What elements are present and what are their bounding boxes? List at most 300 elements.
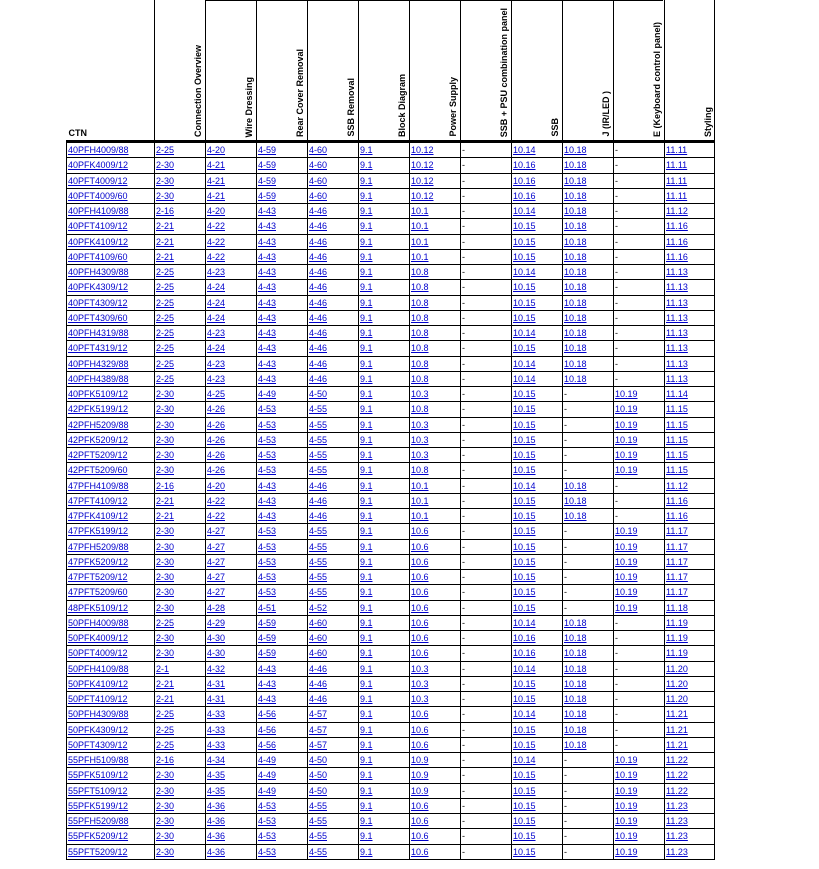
page-ref-link[interactable]: 10.18 bbox=[564, 648, 587, 659]
page-ref-link[interactable]: 2-30 bbox=[156, 389, 175, 400]
page-ref-link[interactable]: 10.18 bbox=[564, 739, 587, 750]
page-ref-link[interactable]: 4-27 bbox=[207, 587, 226, 598]
page-ref-link[interactable]: 10.8 bbox=[411, 358, 429, 369]
page-ref-link[interactable]: 4-46 bbox=[309, 495, 328, 506]
page-ref-link[interactable]: 4-43 bbox=[258, 358, 277, 369]
page-ref-link[interactable]: 10.18 bbox=[564, 206, 587, 217]
page-ref-link[interactable]: 11.21 bbox=[666, 709, 688, 720]
page-ref-link[interactable]: 10.19 bbox=[615, 465, 638, 476]
page-ref-link[interactable]: 4-46 bbox=[309, 694, 328, 705]
ctn-link[interactable]: 40PFH4389/88 bbox=[68, 373, 129, 384]
page-ref-link[interactable]: 9.1 bbox=[360, 846, 373, 857]
page-ref-link[interactable]: 4-55 bbox=[309, 526, 328, 537]
page-ref-link[interactable]: 10.15 bbox=[513, 572, 536, 583]
page-ref-link[interactable]: 10.14 bbox=[513, 480, 536, 491]
page-ref-link[interactable]: 11.16 bbox=[666, 251, 688, 262]
page-ref-link[interactable]: 4-27 bbox=[207, 526, 226, 537]
page-ref-link[interactable]: 9.1 bbox=[360, 450, 373, 461]
page-ref-link[interactable]: 2-16 bbox=[156, 755, 175, 766]
page-ref-link[interactable]: 4-33 bbox=[207, 709, 226, 720]
page-ref-link[interactable]: 10.8 bbox=[411, 297, 429, 308]
page-ref-link[interactable]: 11.12 bbox=[666, 206, 688, 217]
page-ref-link[interactable]: 4-49 bbox=[258, 770, 277, 781]
page-ref-link[interactable]: 11.22 bbox=[666, 785, 688, 796]
page-ref-link[interactable]: 9.1 bbox=[360, 709, 373, 720]
page-ref-link[interactable]: 11.20 bbox=[666, 663, 688, 674]
ctn-link[interactable]: 55PFH5109/88 bbox=[68, 755, 129, 766]
page-ref-link[interactable]: 10.6 bbox=[411, 709, 429, 720]
page-ref-link[interactable]: 4-46 bbox=[309, 480, 328, 491]
page-ref-link[interactable]: 10.18 bbox=[564, 663, 587, 674]
page-ref-link[interactable]: 4-30 bbox=[207, 648, 226, 659]
page-ref-link[interactable]: 11.17 bbox=[666, 526, 688, 537]
ctn-link[interactable]: 47PFH5209/88 bbox=[68, 541, 129, 552]
page-ref-link[interactable]: 11.22 bbox=[666, 755, 688, 766]
page-ref-link[interactable]: 10.15 bbox=[513, 831, 536, 842]
page-ref-link[interactable]: 4-60 bbox=[309, 648, 328, 659]
page-ref-link[interactable]: 11.16 bbox=[666, 221, 688, 232]
page-ref-link[interactable]: 10.15 bbox=[513, 389, 536, 400]
page-ref-link[interactable]: 10.12 bbox=[411, 190, 434, 201]
page-ref-link[interactable]: 4-25 bbox=[207, 389, 226, 400]
page-ref-link[interactable]: 10.14 bbox=[513, 755, 536, 766]
page-ref-link[interactable]: 9.1 bbox=[360, 358, 373, 369]
page-ref-link[interactable]: 11.15 bbox=[666, 465, 688, 476]
page-ref-link[interactable]: 11.23 bbox=[666, 800, 688, 811]
page-ref-link[interactable]: 10.1 bbox=[411, 511, 429, 522]
ctn-link[interactable]: 40PFK5109/12 bbox=[68, 389, 129, 400]
page-ref-link[interactable]: 4-24 bbox=[207, 282, 226, 293]
page-ref-link[interactable]: 4-49 bbox=[258, 389, 277, 400]
page-ref-link[interactable]: 4-43 bbox=[258, 206, 277, 217]
page-ref-link[interactable]: 10.9 bbox=[411, 770, 429, 781]
ctn-link[interactable]: 50PFK4309/12 bbox=[68, 724, 129, 735]
page-ref-link[interactable]: 10.6 bbox=[411, 739, 429, 750]
page-ref-link[interactable]: 9.1 bbox=[360, 328, 373, 339]
ctn-link[interactable]: 55PFK5199/12 bbox=[68, 800, 129, 811]
page-ref-link[interactable]: 2-30 bbox=[156, 816, 175, 827]
page-ref-link[interactable]: 10.15 bbox=[513, 495, 536, 506]
page-ref-link[interactable]: 4-21 bbox=[207, 175, 226, 186]
page-ref-link[interactable]: 4-34 bbox=[207, 755, 226, 766]
page-ref-link[interactable]: 10.15 bbox=[513, 785, 536, 796]
page-ref-link[interactable]: 10.18 bbox=[564, 617, 587, 628]
page-ref-link[interactable]: 2-25 bbox=[156, 267, 175, 278]
page-ref-link[interactable]: 10.14 bbox=[513, 328, 536, 339]
page-ref-link[interactable]: 9.1 bbox=[360, 297, 373, 308]
page-ref-link[interactable]: 4-36 bbox=[207, 831, 226, 842]
page-ref-link[interactable]: 9.1 bbox=[360, 190, 373, 201]
page-ref-link[interactable]: 2-30 bbox=[156, 404, 175, 415]
page-ref-link[interactable]: 4-53 bbox=[258, 800, 277, 811]
page-ref-link[interactable]: 9.1 bbox=[360, 267, 373, 278]
page-ref-link[interactable]: 9.1 bbox=[360, 770, 373, 781]
page-ref-link[interactable]: 4-55 bbox=[309, 831, 328, 842]
page-ref-link[interactable]: 10.15 bbox=[513, 526, 536, 537]
page-ref-link[interactable]: 10.18 bbox=[564, 175, 587, 186]
page-ref-link[interactable]: 11.17 bbox=[666, 572, 688, 583]
page-ref-link[interactable]: 11.17 bbox=[666, 541, 688, 552]
page-ref-link[interactable]: 4-57 bbox=[309, 724, 328, 735]
page-ref-link[interactable]: 10.15 bbox=[513, 221, 536, 232]
page-ref-link[interactable]: 10.6 bbox=[411, 846, 429, 857]
page-ref-link[interactable]: 9.1 bbox=[360, 800, 373, 811]
page-ref-link[interactable]: 2-25 bbox=[156, 297, 175, 308]
page-ref-link[interactable]: 4-23 bbox=[207, 373, 226, 384]
page-ref-link[interactable]: 10.18 bbox=[564, 312, 587, 323]
page-ref-link[interactable]: 11.23 bbox=[666, 831, 688, 842]
page-ref-link[interactable]: 9.1 bbox=[360, 480, 373, 491]
page-ref-link[interactable]: 10.19 bbox=[615, 755, 638, 766]
ctn-link[interactable]: 40PFT4309/12 bbox=[68, 297, 128, 308]
page-ref-link[interactable]: 4-28 bbox=[207, 602, 226, 613]
page-ref-link[interactable]: 10.16 bbox=[513, 190, 536, 201]
page-ref-link[interactable]: 4-43 bbox=[258, 282, 277, 293]
page-ref-link[interactable]: 9.1 bbox=[360, 663, 373, 674]
page-ref-link[interactable]: 10.14 bbox=[513, 373, 536, 384]
page-ref-link[interactable]: 4-57 bbox=[309, 709, 328, 720]
page-ref-link[interactable]: 4-60 bbox=[309, 633, 328, 644]
page-ref-link[interactable]: 10.6 bbox=[411, 541, 429, 552]
page-ref-link[interactable]: 4-29 bbox=[207, 617, 226, 628]
page-ref-link[interactable]: 10.16 bbox=[513, 175, 536, 186]
page-ref-link[interactable]: 4-46 bbox=[309, 312, 328, 323]
page-ref-link[interactable]: 4-43 bbox=[258, 236, 277, 247]
page-ref-link[interactable]: 9.1 bbox=[360, 419, 373, 430]
page-ref-link[interactable]: 4-21 bbox=[207, 190, 226, 201]
page-ref-link[interactable]: 10.19 bbox=[615, 404, 638, 415]
page-ref-link[interactable]: 4-46 bbox=[309, 511, 328, 522]
page-ref-link[interactable]: 4-22 bbox=[207, 221, 226, 232]
page-ref-link[interactable]: 10.15 bbox=[513, 312, 536, 323]
page-ref-link[interactable]: 2-30 bbox=[156, 419, 175, 430]
page-ref-link[interactable]: 10.18 bbox=[564, 373, 587, 384]
page-ref-link[interactable]: 10.19 bbox=[615, 770, 638, 781]
page-ref-link[interactable]: 10.14 bbox=[513, 206, 536, 217]
page-ref-link[interactable]: 4-22 bbox=[207, 495, 226, 506]
page-ref-link[interactable]: 10.16 bbox=[513, 160, 536, 171]
page-ref-link[interactable]: 2-30 bbox=[156, 160, 175, 171]
ctn-link[interactable]: 50PFH4009/88 bbox=[68, 617, 129, 628]
page-ref-link[interactable]: 11.17 bbox=[666, 556, 688, 567]
page-ref-link[interactable]: 10.15 bbox=[513, 800, 536, 811]
page-ref-link[interactable]: 4-33 bbox=[207, 724, 226, 735]
ctn-link[interactable]: 55PFK5109/12 bbox=[68, 770, 129, 781]
page-ref-link[interactable]: 9.1 bbox=[360, 145, 373, 156]
page-ref-link[interactable]: 2-21 bbox=[156, 236, 175, 247]
ctn-link[interactable]: 50PFH4309/88 bbox=[68, 709, 129, 720]
page-ref-link[interactable]: 2-30 bbox=[156, 556, 175, 567]
page-ref-link[interactable]: 4-22 bbox=[207, 236, 226, 247]
page-ref-link[interactable]: 10.15 bbox=[513, 556, 536, 567]
page-ref-link[interactable]: 11.22 bbox=[666, 770, 688, 781]
page-ref-link[interactable]: 2-30 bbox=[156, 526, 175, 537]
page-ref-link[interactable]: 10.19 bbox=[615, 785, 638, 796]
page-ref-link[interactable]: 4-49 bbox=[258, 785, 277, 796]
page-ref-link[interactable]: 10.19 bbox=[615, 800, 638, 811]
page-ref-link[interactable]: 11.19 bbox=[666, 633, 688, 644]
page-ref-link[interactable]: 11.16 bbox=[666, 495, 688, 506]
ctn-link[interactable]: 42PFK5199/12 bbox=[68, 404, 129, 415]
page-ref-link[interactable]: 4-59 bbox=[258, 145, 277, 156]
page-ref-link[interactable]: 4-55 bbox=[309, 556, 328, 567]
ctn-link[interactable]: 47PFK5209/12 bbox=[68, 556, 129, 567]
page-ref-link[interactable]: 10.1 bbox=[411, 236, 429, 247]
page-ref-link[interactable]: 2-25 bbox=[156, 145, 175, 156]
page-ref-link[interactable]: 10.15 bbox=[513, 404, 536, 415]
page-ref-link[interactable]: 11.17 bbox=[666, 587, 688, 598]
page-ref-link[interactable]: 10.9 bbox=[411, 755, 429, 766]
page-ref-link[interactable]: 10.15 bbox=[513, 739, 536, 750]
page-ref-link[interactable]: 2-25 bbox=[156, 343, 175, 354]
page-ref-link[interactable]: 11.21 bbox=[666, 724, 688, 735]
page-ref-link[interactable]: 2-16 bbox=[156, 480, 175, 491]
page-ref-link[interactable]: 4-35 bbox=[207, 770, 226, 781]
ctn-link[interactable]: 50PFT4109/12 bbox=[68, 694, 128, 705]
page-ref-link[interactable]: 4-31 bbox=[207, 678, 226, 689]
page-ref-link[interactable]: 9.1 bbox=[360, 251, 373, 262]
page-ref-link[interactable]: 2-16 bbox=[156, 206, 175, 217]
page-ref-link[interactable]: 10.18 bbox=[564, 694, 587, 705]
page-ref-link[interactable]: 4-20 bbox=[207, 206, 226, 217]
page-ref-link[interactable]: 10.3 bbox=[411, 450, 429, 461]
page-ref-link[interactable]: 4-31 bbox=[207, 694, 226, 705]
page-ref-link[interactable]: 9.1 bbox=[360, 541, 373, 552]
page-ref-link[interactable]: 10.6 bbox=[411, 633, 429, 644]
page-ref-link[interactable]: 2-1 bbox=[156, 663, 170, 674]
ctn-link[interactable]: 50PFT4009/12 bbox=[68, 648, 128, 659]
page-ref-link[interactable]: 10.15 bbox=[513, 236, 536, 247]
page-ref-link[interactable]: 4-30 bbox=[207, 633, 226, 644]
page-ref-link[interactable]: 10.8 bbox=[411, 465, 429, 476]
page-ref-link[interactable]: 10.15 bbox=[513, 694, 536, 705]
page-ref-link[interactable]: 4-43 bbox=[258, 343, 277, 354]
page-ref-link[interactable]: 11.12 bbox=[666, 480, 688, 491]
page-ref-link[interactable]: 2-30 bbox=[156, 648, 175, 659]
page-ref-link[interactable]: 9.1 bbox=[360, 495, 373, 506]
page-ref-link[interactable]: 2-30 bbox=[156, 541, 175, 552]
page-ref-link[interactable]: 4-49 bbox=[258, 755, 277, 766]
page-ref-link[interactable]: 10.6 bbox=[411, 831, 429, 842]
page-ref-link[interactable]: 10.18 bbox=[564, 297, 587, 308]
page-ref-link[interactable]: 10.14 bbox=[513, 358, 536, 369]
page-ref-link[interactable]: 10.8 bbox=[411, 373, 429, 384]
page-ref-link[interactable]: 10.18 bbox=[564, 633, 587, 644]
page-ref-link[interactable]: 4-46 bbox=[309, 267, 328, 278]
page-ref-link[interactable]: 2-25 bbox=[156, 617, 175, 628]
page-ref-link[interactable]: 10.15 bbox=[513, 724, 536, 735]
page-ref-link[interactable]: 10.15 bbox=[513, 846, 536, 857]
page-ref-link[interactable]: 10.19 bbox=[615, 846, 638, 857]
page-ref-link[interactable]: 4-46 bbox=[309, 221, 328, 232]
page-ref-link[interactable]: 4-43 bbox=[258, 511, 277, 522]
page-ref-link[interactable]: 10.19 bbox=[615, 831, 638, 842]
page-ref-link[interactable]: 9.1 bbox=[360, 602, 373, 613]
page-ref-link[interactable]: 9.1 bbox=[360, 572, 373, 583]
page-ref-link[interactable]: 4-53 bbox=[258, 831, 277, 842]
page-ref-link[interactable]: 4-60 bbox=[309, 190, 328, 201]
page-ref-link[interactable]: 2-30 bbox=[156, 190, 175, 201]
page-ref-link[interactable]: 11.15 bbox=[666, 450, 688, 461]
page-ref-link[interactable]: 4-55 bbox=[309, 572, 328, 583]
page-ref-link[interactable]: 4-26 bbox=[207, 465, 226, 476]
page-ref-link[interactable]: 10.6 bbox=[411, 587, 429, 598]
page-ref-link[interactable]: 4-26 bbox=[207, 419, 226, 430]
page-ref-link[interactable]: 10.6 bbox=[411, 617, 429, 628]
page-ref-link[interactable]: 10.8 bbox=[411, 343, 429, 354]
page-ref-link[interactable]: 10.8 bbox=[411, 282, 429, 293]
page-ref-link[interactable]: 10.15 bbox=[513, 587, 536, 598]
page-ref-link[interactable]: 11.16 bbox=[666, 236, 688, 247]
ctn-link[interactable]: 47PFH4109/88 bbox=[68, 480, 129, 491]
page-ref-link[interactable]: 4-26 bbox=[207, 450, 226, 461]
page-ref-link[interactable]: 4-24 bbox=[207, 297, 226, 308]
page-ref-link[interactable]: 10.1 bbox=[411, 495, 429, 506]
page-ref-link[interactable]: 10.16 bbox=[513, 648, 536, 659]
page-ref-link[interactable]: 9.1 bbox=[360, 755, 373, 766]
page-ref-link[interactable]: 10.1 bbox=[411, 206, 429, 217]
page-ref-link[interactable]: 2-30 bbox=[156, 465, 175, 476]
page-ref-link[interactable]: 9.1 bbox=[360, 633, 373, 644]
page-ref-link[interactable]: 4-24 bbox=[207, 343, 226, 354]
page-ref-link[interactable]: 4-46 bbox=[309, 282, 328, 293]
page-ref-link[interactable]: 10.18 bbox=[564, 480, 587, 491]
page-ref-link[interactable]: 4-46 bbox=[309, 206, 328, 217]
page-ref-link[interactable]: 4-60 bbox=[309, 160, 328, 171]
page-ref-link[interactable]: 10.18 bbox=[564, 221, 587, 232]
page-ref-link[interactable]: 4-53 bbox=[258, 556, 277, 567]
page-ref-link[interactable]: 4-55 bbox=[309, 816, 328, 827]
page-ref-link[interactable]: 2-30 bbox=[156, 602, 175, 613]
page-ref-link[interactable]: 10.8 bbox=[411, 404, 429, 415]
page-ref-link[interactable]: 10.15 bbox=[513, 297, 536, 308]
page-ref-link[interactable]: 2-30 bbox=[156, 587, 175, 598]
ctn-link[interactable]: 40PFH4329/88 bbox=[68, 358, 129, 369]
page-ref-link[interactable]: 10.15 bbox=[513, 282, 536, 293]
page-ref-link[interactable]: 4-27 bbox=[207, 556, 226, 567]
page-ref-link[interactable]: 10.18 bbox=[564, 511, 587, 522]
page-ref-link[interactable]: 10.3 bbox=[411, 419, 429, 430]
page-ref-link[interactable]: 4-32 bbox=[207, 663, 226, 674]
page-ref-link[interactable]: 4-55 bbox=[309, 450, 328, 461]
page-ref-link[interactable]: 11.23 bbox=[666, 816, 688, 827]
page-ref-link[interactable]: 10.6 bbox=[411, 556, 429, 567]
page-ref-link[interactable]: 4-46 bbox=[309, 343, 328, 354]
page-ref-link[interactable]: 4-27 bbox=[207, 572, 226, 583]
page-ref-link[interactable]: 4-43 bbox=[258, 312, 277, 323]
page-ref-link[interactable]: 9.1 bbox=[360, 312, 373, 323]
page-ref-link[interactable]: 10.19 bbox=[615, 541, 638, 552]
ctn-link[interactable]: 40PFH4319/88 bbox=[68, 328, 129, 339]
page-ref-link[interactable]: 11.13 bbox=[666, 373, 688, 384]
page-ref-link[interactable]: 4-53 bbox=[258, 541, 277, 552]
page-ref-link[interactable]: 10.14 bbox=[513, 145, 536, 156]
page-ref-link[interactable]: 2-30 bbox=[156, 785, 175, 796]
page-ref-link[interactable]: 2-21 bbox=[156, 495, 175, 506]
ctn-link[interactable]: 47PFT5209/60 bbox=[68, 587, 128, 598]
page-ref-link[interactable]: 4-55 bbox=[309, 587, 328, 598]
page-ref-link[interactable]: 4-21 bbox=[207, 160, 226, 171]
page-ref-link[interactable]: 10.18 bbox=[564, 724, 587, 735]
page-ref-link[interactable]: 11.23 bbox=[666, 846, 688, 857]
page-ref-link[interactable]: 9.1 bbox=[360, 389, 373, 400]
page-ref-link[interactable]: 10.18 bbox=[564, 145, 587, 156]
page-ref-link[interactable]: 4-59 bbox=[258, 617, 277, 628]
ctn-link[interactable]: 40PFT4109/12 bbox=[68, 221, 128, 232]
page-ref-link[interactable]: 9.1 bbox=[360, 724, 373, 735]
page-ref-link[interactable]: 4-20 bbox=[207, 145, 226, 156]
page-ref-link[interactable]: 11.13 bbox=[666, 343, 688, 354]
page-ref-link[interactable]: 4-53 bbox=[258, 404, 277, 415]
ctn-link[interactable]: 42PFT5209/12 bbox=[68, 450, 128, 461]
page-ref-link[interactable]: 4-46 bbox=[309, 678, 328, 689]
page-ref-link[interactable]: 4-59 bbox=[258, 190, 277, 201]
page-ref-link[interactable]: 11.15 bbox=[666, 434, 688, 445]
page-ref-link[interactable]: 10.18 bbox=[564, 328, 587, 339]
page-ref-link[interactable]: 10.15 bbox=[513, 678, 536, 689]
page-ref-link[interactable]: 11.13 bbox=[666, 282, 688, 293]
page-ref-link[interactable]: 4-55 bbox=[309, 541, 328, 552]
page-ref-link[interactable]: 4-43 bbox=[258, 480, 277, 491]
page-ref-link[interactable]: 4-53 bbox=[258, 434, 277, 445]
page-ref-link[interactable]: 4-43 bbox=[258, 267, 277, 278]
page-ref-link[interactable]: 10.12 bbox=[411, 160, 434, 171]
ctn-link[interactable]: 40PFK4009/12 bbox=[68, 160, 129, 171]
ctn-link[interactable]: 50PFH4109/88 bbox=[68, 663, 129, 674]
page-ref-link[interactable]: 2-25 bbox=[156, 282, 175, 293]
page-ref-link[interactable]: 4-59 bbox=[258, 160, 277, 171]
page-ref-link[interactable]: 10.15 bbox=[513, 450, 536, 461]
page-ref-link[interactable]: 10.18 bbox=[564, 358, 587, 369]
ctn-link[interactable]: 48PFK5109/12 bbox=[68, 602, 129, 613]
page-ref-link[interactable]: 10.15 bbox=[513, 770, 536, 781]
ctn-link[interactable]: 40PFH4309/88 bbox=[68, 267, 129, 278]
page-ref-link[interactable]: 2-30 bbox=[156, 175, 175, 186]
page-ref-link[interactable]: 4-59 bbox=[258, 648, 277, 659]
page-ref-link[interactable]: 4-43 bbox=[258, 694, 277, 705]
page-ref-link[interactable]: 11.13 bbox=[666, 297, 688, 308]
page-ref-link[interactable]: 4-55 bbox=[309, 465, 328, 476]
page-ref-link[interactable]: 10.19 bbox=[615, 602, 638, 613]
page-ref-link[interactable]: 9.1 bbox=[360, 373, 373, 384]
ctn-link[interactable]: 42PFK5209/12 bbox=[68, 434, 129, 445]
page-ref-link[interactable]: 10.18 bbox=[564, 236, 587, 247]
page-ref-link[interactable]: 10.3 bbox=[411, 663, 429, 674]
page-ref-link[interactable]: 2-30 bbox=[156, 434, 175, 445]
ctn-link[interactable]: 55PFT5209/12 bbox=[68, 846, 128, 857]
page-ref-link[interactable]: 4-50 bbox=[309, 785, 328, 796]
page-ref-link[interactable]: 4-51 bbox=[258, 602, 277, 613]
page-ref-link[interactable]: 9.1 bbox=[360, 404, 373, 415]
page-ref-link[interactable]: 2-21 bbox=[156, 251, 175, 262]
page-ref-link[interactable]: 4-46 bbox=[309, 328, 328, 339]
page-ref-link[interactable]: 11.20 bbox=[666, 678, 688, 689]
page-ref-link[interactable]: 4-20 bbox=[207, 480, 226, 491]
page-ref-link[interactable]: 4-57 bbox=[309, 739, 328, 750]
ctn-link[interactable]: 40PFH4109/88 bbox=[68, 206, 129, 217]
page-ref-link[interactable]: 4-26 bbox=[207, 404, 226, 415]
page-ref-link[interactable]: 10.14 bbox=[513, 617, 536, 628]
page-ref-link[interactable]: 9.1 bbox=[360, 816, 373, 827]
page-ref-link[interactable]: 4-36 bbox=[207, 846, 226, 857]
ctn-link[interactable]: 40PFT4109/60 bbox=[68, 251, 128, 262]
page-ref-link[interactable]: 10.19 bbox=[615, 389, 638, 400]
page-ref-link[interactable]: 4-46 bbox=[309, 358, 328, 369]
page-ref-link[interactable]: 2-30 bbox=[156, 770, 175, 781]
page-ref-link[interactable]: 10.18 bbox=[564, 709, 587, 720]
page-ref-link[interactable]: 4-53 bbox=[258, 572, 277, 583]
page-ref-link[interactable]: 4-52 bbox=[309, 602, 328, 613]
